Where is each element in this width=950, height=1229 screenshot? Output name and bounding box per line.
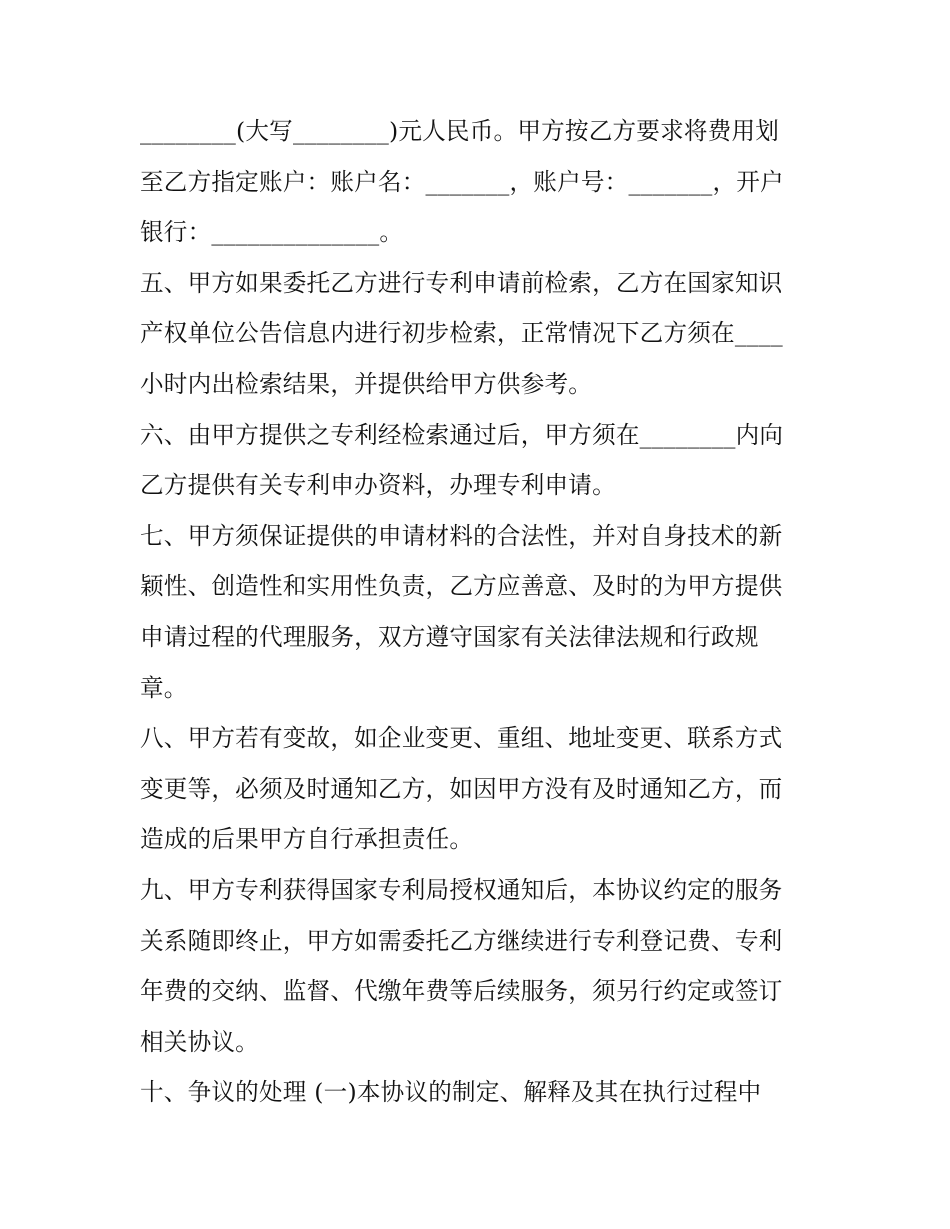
clause-seven-line: 七、甲方须保证提供的申请材料的合法性，并对自身技术的新 [140, 521, 783, 550]
clause-ten-line: 十、争议的处理 (一)本协议的制定、解释及其在执行过程中 [140, 1078, 762, 1107]
text-line: 申请过程的代理服务，双方遵守国家有关法律法规和行政规 [140, 622, 759, 651]
text-line: 造成的后果甲方自行承担责任。 [140, 825, 474, 854]
text-line: 颖性、创造性和实用性负责，乙方应善意、及时的为甲方提供 [140, 572, 783, 601]
text-line: 银行：______________。 [140, 218, 404, 247]
clause-five-line: 五、甲方如果委托乙方进行专利申请前检索，乙方在国家知识 [140, 268, 783, 297]
text-line: ________(大写________)元人民币。甲方按乙方要求将费用划 [140, 117, 780, 145]
text-line: 关系随即终止，甲方如需委托乙方继续进行专利登记费、专利 [140, 926, 783, 955]
document-body [140, 106, 820, 1118]
text-line: 乙方提供有关专利申办资料，办理专利申请。 [140, 471, 616, 500]
clause-eight-line: 八、甲方若有变故，如企业变更、重组、地址变更、联系方式 [140, 724, 783, 753]
clause-six-line: 六、由甲方提供之专利经检索通过后，甲方须在________内向 [140, 420, 784, 449]
text-line: 至乙方指定账户：账户名：_______，账户号：_______，开户 [140, 167, 784, 196]
text-line: 相关协议。 [140, 1027, 259, 1056]
text-line: 产权单位公告信息内进行初步检索，正常情况下乙方须在____ [140, 319, 783, 348]
text-line: 章。 [140, 673, 188, 702]
text-line: 小时内出检索结果，并提供给甲方供参考。 [140, 369, 593, 398]
clause-nine-line: 九、甲方专利获得国家专利局授权通知后，本协议约定的服务 [140, 875, 783, 904]
text-line: 变更等，必须及时通知乙方，如因甲方没有及时通知乙方，而 [140, 774, 783, 803]
text-line: 年费的交纳、监督、代缴年费等后续服务，须另行约定或签订 [140, 977, 783, 1006]
